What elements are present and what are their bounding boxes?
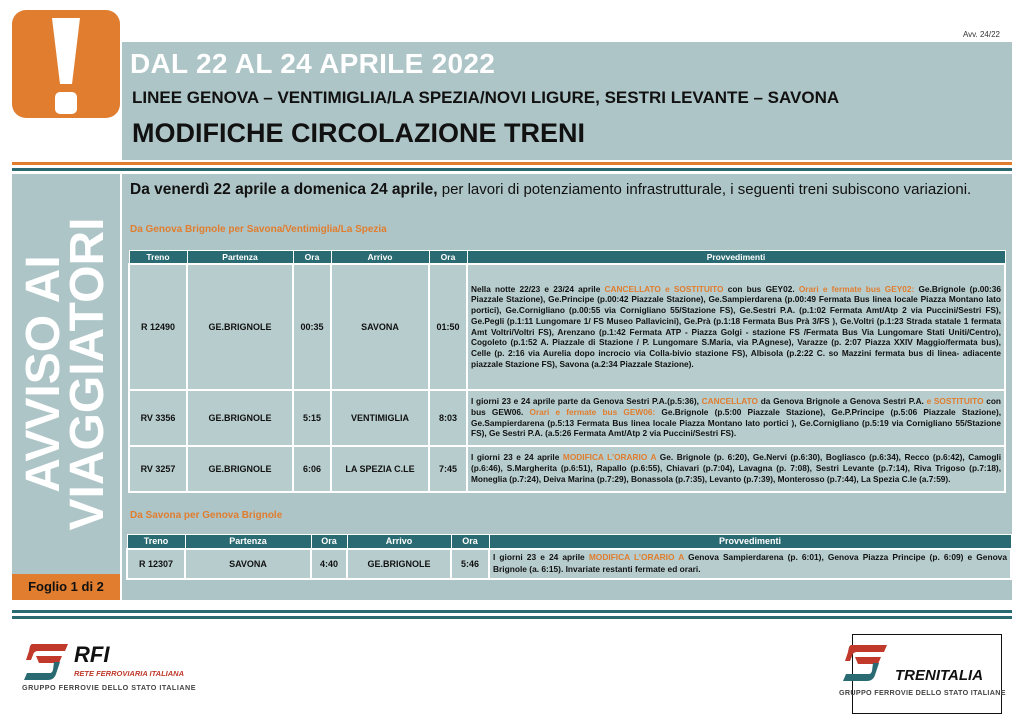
arrival-station: SAVONA xyxy=(331,264,429,390)
table-header-row xyxy=(127,535,1011,549)
measures-text: I giorni 23 e 24 aprile MODIFICA L’ORARIO A Genova Sampierdarena (p. 6:01), Genova Piazza Principe (p. 6:09) e Genova Brignole (a. 6:15). Invariate restanti fermate ed orari. xyxy=(489,549,1011,579)
col-header: Ora xyxy=(429,251,467,264)
departure-station: GE.BRIGNOLE xyxy=(187,446,293,492)
header-dates: DAL 22 AL 24 APRILE 2022 xyxy=(130,48,496,79)
arrival-time: 7:45 xyxy=(429,446,467,492)
arrival-station: LA SPEZIA C.LE xyxy=(331,446,429,492)
col-header: Partenza xyxy=(185,535,311,549)
table-header-row xyxy=(129,251,1005,264)
col-header: Ora xyxy=(451,535,489,549)
arrival-station: GE.BRIGNOLE xyxy=(347,549,451,579)
rfi-logo xyxy=(22,640,232,700)
table-row xyxy=(129,264,1005,390)
schedule-table-2 xyxy=(126,534,1012,580)
departure-time: 00:35 xyxy=(293,264,331,390)
col-header: Provvedimenti xyxy=(489,535,1011,549)
departure-station: SAVONA xyxy=(185,549,311,579)
rfi-subtitle: RETE FERROVIARIA ITALIANA xyxy=(74,669,184,678)
table-row xyxy=(129,446,1005,492)
rfi-group: GRUPPO FERROVIE DELLO STATO ITALIANE xyxy=(22,683,196,692)
fs-logo-icon xyxy=(22,642,72,682)
divider-stripe xyxy=(12,610,1012,613)
measures-text: I giorni 23 e 24 aprile parte da Genova Sestri P.A.(p.5:36), CANCELLATO da Genova Brignole a Genova Sestri P.A. e SOSTITUITO con bus GEW06. Orari e fermate bus GEW06: Ge.Brignole (p.5:00 Piazzale Stazione), Ge.P.Principe (p.5:06 Piazzale Stazione), Ge.Sampierdarena (p.5:13 Fermata Bus linea locale Piazza Montano lato portici ), Ge.Cornigliano (p.5:19 via Cornigliano 55/Stazione FS), Ge Sestri P.A. (a.5:26 Fermata Amt/Atp 2 via Puccini/Sestri FS). xyxy=(467,390,1005,446)
exclamation-icon xyxy=(12,10,120,118)
col-header: Treno xyxy=(127,535,185,549)
notice-code: Avv. 24/22 xyxy=(962,30,1000,39)
side-band-text xyxy=(12,174,120,574)
trenitalia-group: GRUPPO FERROVIE DELLO STATO ITALIANE xyxy=(839,688,1006,697)
intro-bold: Da venerdì 22 aprile a domenica 24 aprile, xyxy=(130,181,438,198)
train-number: R 12307 xyxy=(127,549,185,579)
schedule-table-1 xyxy=(128,250,1006,493)
train-number: R 12490 xyxy=(129,264,187,390)
trenitalia-name: TRENITALIA xyxy=(895,667,984,684)
divider-stripe xyxy=(12,162,1012,165)
col-header: Ora xyxy=(311,535,347,549)
col-header: Arrivo xyxy=(331,251,429,264)
arrival-station: VENTIMIGLIA xyxy=(331,390,429,446)
table-row xyxy=(129,390,1005,446)
departure-time: 5:15 xyxy=(293,390,331,446)
measures-text: Nella notte 22/23 e 23/24 aprile CANCELLATO e SOSTITUITO con bus GEY02. Orari e fermate bus GEY02: Ge.Brignole (p.00:36 Piazzale Stazione), Ge.Principe (p.00:42 Piazzale Stazione), Ge.Sampierdarena (p.00:49 Fermata Bus linea locale Piazza Montano lato portici), Ge.Cornigliano (p.00:55 via Cornigliano 55/Stazione FS), Ge.Sestri P.A. (p.1:02 Fermata Amt/Atp 2 via Puccini/Sestri FS), Ge.Pegli (p.1:11 Lungomare 1/ FS Museo Pallavicini), Ge.Prà (p.1:18 Fermata Bus Prà 3/FS ), Ge.Voltri (p.1:23 Strada statale 1 fermata Amt Voltri/Voltri FS), Arenzano (p.1:42 Fermata ATP - Piazza Golgi - stazione FS /Fermata Bus Via Lungomare Stati Uniti/Centro), Cogoleto (p.1:52 A. Piazzale di Stazione / P. Lungomare S.Maria, via P.Agnese), Varazze (p. 2:07 Piazza XXIV Maggio/fermata bus), Celle (p. 2:16 via Aurelia dopo incrocio via Colla-bivio stazione FS), Albisola (p.2:22 C. so Mazzini fermata bus di linea- adiacente piazzale Stazione FS), Savona (a.2:34 Piazzale Stazione). xyxy=(467,264,1005,390)
trenitalia-logo xyxy=(839,634,1006,714)
col-header: Ora xyxy=(293,251,331,264)
divider-stripe xyxy=(12,168,1012,171)
rfi-name: RFI xyxy=(74,642,110,667)
page-indicator: Foglio 1 di 2 xyxy=(12,574,120,600)
intro-text: per lavori di potenziamento infrastrutturale, i seguenti treni subiscono variazioni. xyxy=(437,181,972,198)
departure-station: GE.BRIGNOLE xyxy=(187,264,293,390)
train-number: RV 3257 xyxy=(129,446,187,492)
departure-station: GE.BRIGNOLE xyxy=(187,390,293,446)
col-header: Treno xyxy=(129,251,187,264)
side-text-line2: VIAGGIATORI xyxy=(61,217,114,531)
arrival-time: 8:03 xyxy=(429,390,467,446)
measures-text: I giorni 23 e 24 aprile MODIFICA L’ORARIO A Ge. Brignole (p. 6:20), Ge.Nervi (p.6:30), Bogliasco (p.6:34), Recco (p.6:42), Camogli (p.6:46), S.Margherita (p.6:51), Rapallo (p.6:55), Chiavari (p.7:04), Lavagna (p. 7:08), Sestri Levante (p.7:14), Riva Trigoso (p.7:18), Moneglia (p.7:24), Deiva Marina (p.7:29), Bonassola (p.7:35), Levanto (p.7:39), Monterosso (p.7:44), La Spezia C.le (a.7:59). xyxy=(467,446,1005,492)
page-title: MODIFICHE CIRCOLAZIONE TRENI xyxy=(132,118,585,148)
col-header: Provvedimenti xyxy=(467,251,1005,264)
section-title-2: Da Savona per Genova Brignole xyxy=(130,510,283,521)
intro-paragraph xyxy=(130,180,1000,200)
divider-stripe xyxy=(12,616,1012,619)
train-number: RV 3356 xyxy=(129,390,187,446)
departure-time: 4:40 xyxy=(311,549,347,579)
main-panel xyxy=(122,174,1012,600)
side-text-line1: AVVISO AI xyxy=(17,255,70,493)
header-panel xyxy=(122,42,1012,160)
fs-logo-icon xyxy=(841,643,891,683)
section-title-1: Da Genova Brignole per Savona/Ventimiglia/La Spezia xyxy=(130,224,387,235)
table-row xyxy=(127,549,1011,579)
arrival-time: 01:50 xyxy=(429,264,467,390)
col-header: Arrivo xyxy=(347,535,451,549)
departure-time: 6:06 xyxy=(293,446,331,492)
col-header: Partenza xyxy=(187,251,293,264)
header-lines: LINEE GENOVA – VENTIMIGLIA/LA SPEZIA/NOVI LIGURE, SESTRI LEVANTE – SAVONA xyxy=(132,88,840,107)
arrival-time: 5:46 xyxy=(451,549,489,579)
